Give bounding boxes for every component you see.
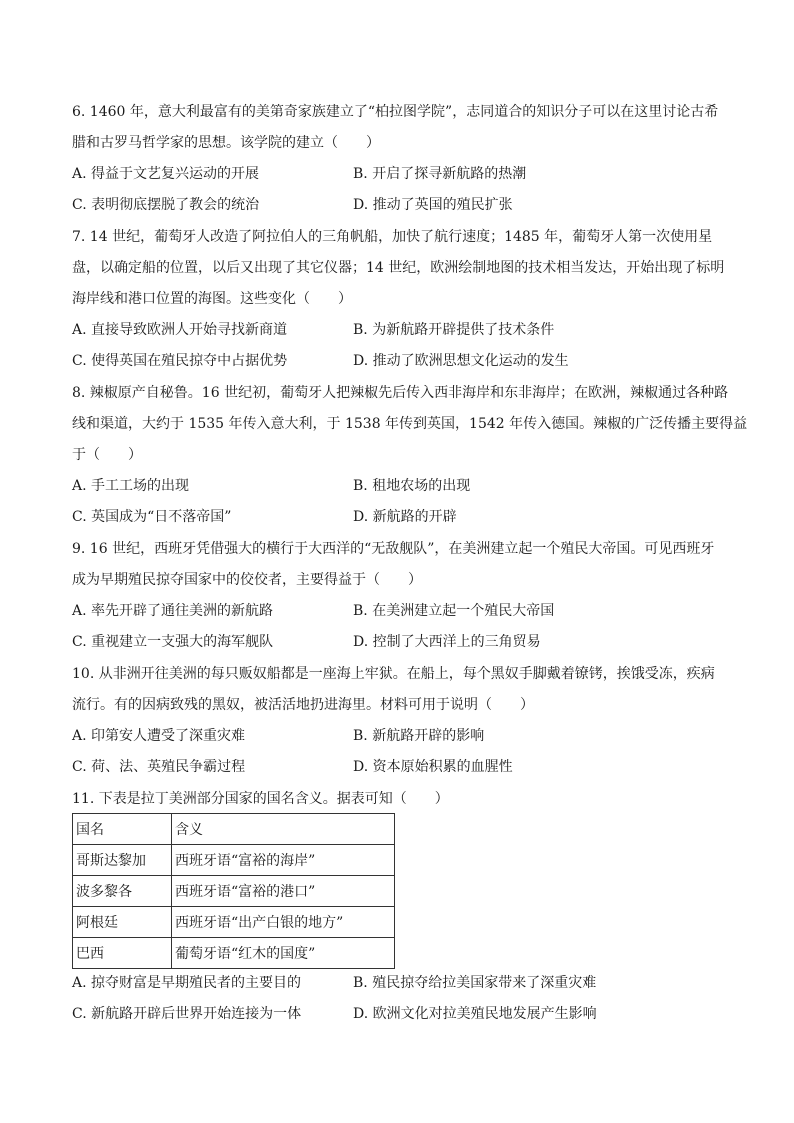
table-cell: 巴西 bbox=[73, 938, 172, 969]
table-cell: 西班牙语“富裕的海岸” bbox=[172, 845, 395, 876]
q11-option-c: C. 新航路开辟后世界开始连接为一体 bbox=[72, 1006, 302, 1022]
table-cell: 西班牙语“出产白银的地方” bbox=[172, 907, 395, 938]
q9-stem-line-2: 成为早期殖民掠夺国家中的佼佼者，主要得益于（ ） bbox=[72, 572, 422, 588]
q8-option-c: C. 英国成为“日不落帝国” bbox=[72, 509, 232, 525]
q7-option-b: B. 为新航路开辟提供了技术条件 bbox=[353, 322, 555, 338]
table-cell: 西班牙语“富裕的港口” bbox=[172, 876, 395, 907]
q6-stem-line-1: 6. 1460 年，意大利最富有的美第奇家族建立了“柏拉图学院”，志同道合的知识分子可以在这里讨论古希 bbox=[72, 104, 719, 120]
q10-option-b: B. 新航路开辟的影响 bbox=[353, 728, 485, 744]
q10-option-c: C. 荷、法、英殖民争霸过程 bbox=[72, 759, 246, 775]
q11-stem-line-1: 11. 下表是拉丁美洲部分国家的国名含义。据表可知（ ） bbox=[72, 791, 449, 807]
table-row bbox=[73, 907, 395, 938]
q8-stem-line-2: 线和渠道，大约于 1535 年传入意大利，于 1538 年传到英国，1542 年传入德国。辣椒的广泛传播主要得益 bbox=[72, 416, 748, 432]
table-header-cell: 国名 bbox=[73, 814, 172, 845]
q9-option-d: D. 控制了大西洋上的三角贸易 bbox=[353, 634, 541, 650]
q8-option-a: A. 手工工场的出现 bbox=[72, 478, 190, 494]
q11-option-d: D. 欧洲文化对拉美殖民地发展产生影响 bbox=[353, 1006, 597, 1022]
table-cell: 阿根廷 bbox=[73, 907, 172, 938]
q7-stem-line-3: 海岸线和港口位置的海图。这些变化（ ） bbox=[72, 291, 352, 307]
q6-option-b: B. 开启了探寻新航路的热潮 bbox=[353, 166, 527, 182]
q10-stem-line-2: 流行。有的因病致残的黑奴，被活活地扔进海里。材料可用于说明（ ） bbox=[72, 697, 534, 713]
q7-option-c: C. 使得英国在殖民掠夺中占据优势 bbox=[72, 353, 288, 369]
q8-stem-line-3: 于（ ） bbox=[72, 447, 142, 463]
table-header-cell: 含义 bbox=[172, 814, 395, 845]
table-row bbox=[73, 938, 395, 969]
q9-option-a: A. 率先开辟了通往美洲的新航路 bbox=[72, 603, 274, 619]
q9-stem-line-1: 9. 16 世纪，西班牙凭借强大的横行于大西洋的“无敌舰队”，在美洲建立起一个殖民大帝国。可见西班牙 bbox=[72, 541, 715, 557]
q6-option-c: C. 表明彻底摆脱了教会的统治 bbox=[72, 197, 260, 213]
q10-option-d: D. 资本原始积累的血腥性 bbox=[353, 759, 513, 775]
q6-option-d: D. 推动了英国的殖民扩张 bbox=[353, 197, 513, 213]
q8-option-b: B. 租地农场的出现 bbox=[353, 478, 471, 494]
q9-option-c: C. 重视建立一支强大的海军舰队 bbox=[72, 634, 274, 650]
q11-option-b: B. 殖民掠夺给拉美国家带来了深重灾难 bbox=[353, 975, 597, 991]
q6-stem-line-2: 腊和古罗马哲学家的思想。该学院的建立（ ） bbox=[72, 135, 380, 151]
q8-option-d: D. 新航路的开辟 bbox=[353, 509, 457, 525]
q10-option-a: A. 印第安人遭受了深重灾难 bbox=[72, 728, 246, 744]
q7-stem-line-1: 7. 14 世纪，葡萄牙人改造了阿拉伯人的三角帆船，加快了航行速度；1485 年，葡萄牙人第一次使用星 bbox=[72, 229, 713, 245]
q7-stem-line-2: 盘，以确定船的位置，以后又出现了其它仪器；14 世纪，欧洲绘制地图的技术相当发达，开始出现了标明 bbox=[72, 260, 725, 276]
table-cell: 葡萄牙语“红木的国度” bbox=[172, 938, 395, 969]
table-cell: 哥斯达黎加 bbox=[73, 845, 172, 876]
country-name-table bbox=[72, 813, 395, 969]
table-header-row bbox=[73, 814, 395, 845]
q7-option-d: D. 推动了欧洲思想文化运动的发生 bbox=[353, 353, 569, 369]
q6-option-a: A. 得益于文艺复兴运动的开展 bbox=[72, 166, 260, 182]
table-row bbox=[73, 876, 395, 907]
table-cell: 波多黎各 bbox=[73, 876, 172, 907]
q9-option-b: B. 在美洲建立起一个殖民大帝国 bbox=[353, 603, 555, 619]
q11-option-a: A. 掠夺财富是早期殖民者的主要目的 bbox=[72, 975, 302, 991]
q10-stem-line-1: 10. 从非洲开往美洲的每只贩奴船都是一座海上牢狱。在船上，每个黑奴手脚戴着镣铐，挨饿受冻，疾病 bbox=[72, 666, 715, 682]
q7-option-a: A. 直接导致欧洲人开始寻找新商道 bbox=[72, 322, 288, 338]
q8-stem-line-1: 8. 辣椒原产自秘鲁。16 世纪初，葡萄牙人把辣椒先后传入西非海岸和东非海岸；在欧洲，辣椒通过各种路 bbox=[72, 385, 729, 401]
table-row bbox=[73, 845, 395, 876]
